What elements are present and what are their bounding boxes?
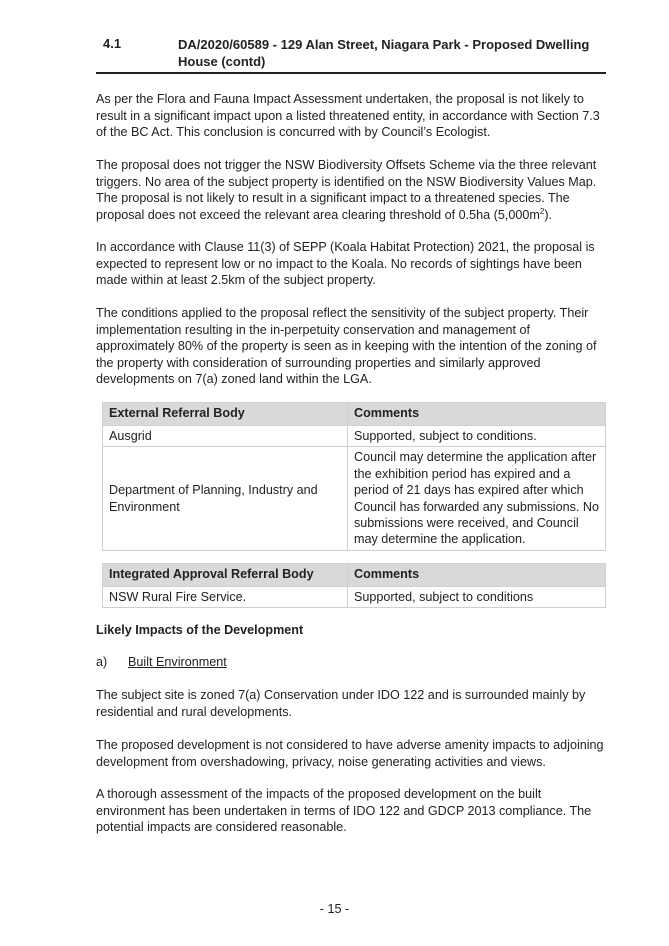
table-header-row xyxy=(103,564,606,587)
paragraph-flora-fauna: As per the Flora and Fauna Impact Assessment undertaken, the proposal is not likely to result in a significant impact upon a listed threatened entity, in accordance with Section 7.3 of the BC Act. This conclusion is concurred with by Council’s Ecologist. xyxy=(96,92,600,140)
table-cell: Supported, subject to conditions. xyxy=(348,426,606,447)
paragraph-conditions: The conditions applied to the proposal reflect the sensitivity of the subject property. Their implementation resulting in the in-perpetuity conservation and management of approximately 80% of the property is seen as in keeping with the intention of the zoning of the property with consideration of surrounding properties and similarly approved developments on 7(a) zoned land within the LGA. xyxy=(96,306,597,387)
superscript: 2 xyxy=(539,206,545,216)
column-header: Comments xyxy=(348,564,606,587)
table-cell: Department of Planning, Industry and Environment xyxy=(103,447,348,550)
report-title: DA/2020/60589 - 129 Alan Street, Niagara Park - Proposed Dwelling House (contd) xyxy=(178,37,590,69)
table-cell: Supported, subject to conditions xyxy=(348,587,606,608)
paragraph-zoning: The subject site is zoned 7(a) Conservation under IDO 122 and is surrounded mainly by residential and rural developments. xyxy=(96,688,586,719)
subsection-title: Built Environment xyxy=(128,655,227,669)
table-cell: Council may determine the application after the exhibition period has expired and a period of 21 days has expired after which Council has forwarded any submissions. No submissions were received, and Council may determine the application. xyxy=(348,447,606,550)
page-number: - 15 - xyxy=(319,902,350,916)
column-header: Comments xyxy=(348,403,606,426)
paragraph-koala-habitat: In accordance with Clause 11(3) of SEPP (Koala Habitat Protection) 2021, the proposal is expected to represent low or no impact to the Koala. No records of sightings have been made within at least 2.5km of the subject property. xyxy=(96,240,595,288)
table-row xyxy=(103,447,606,550)
subsection-heading xyxy=(96,655,227,669)
section-heading: Likely Impacts of the Development xyxy=(96,623,304,637)
table-header-row xyxy=(103,403,606,426)
integrated-referral-table xyxy=(102,563,606,608)
paragraph-biodiversity-text: The proposal does not trigger the NSW Biodiversity Offsets Scheme via the three relevant triggers. No area of the subject property is identified on the NSW Biodiversity Values Map. The proposal is not likely to result in a significant impact to a threatened species. The proposal does not exceed the relevant area clearing threshold of 0.5ha (5,000m xyxy=(96,158,597,222)
paragraph-assessment: A thorough assessment of the impacts of the proposed development on the built environment has been undertaken in terms of IDO 122 and GDCP 2013 compliance. The potential impacts are considered reasonable. xyxy=(96,787,592,835)
header-divider xyxy=(96,72,606,74)
external-referral-table xyxy=(102,402,606,551)
table-cell: NSW Rural Fire Service. xyxy=(103,587,348,608)
table-row xyxy=(103,426,606,447)
table-row xyxy=(103,587,606,608)
paragraph-amenity: The proposed development is not considered to have adverse amenity impacts to adjoining development from overshadowing, privacy, noise generating activities and views. xyxy=(96,738,604,769)
paragraph-biodiversity-end: ). xyxy=(544,207,553,222)
column-header: Integrated Approval Referral Body xyxy=(103,564,348,587)
table-cell: Ausgrid xyxy=(103,426,348,447)
item-number: 4.1 xyxy=(103,36,122,51)
paragraph-biodiversity-offsets xyxy=(96,157,610,223)
column-header: External Referral Body xyxy=(103,403,348,426)
subsection-letter: a) xyxy=(96,655,108,669)
